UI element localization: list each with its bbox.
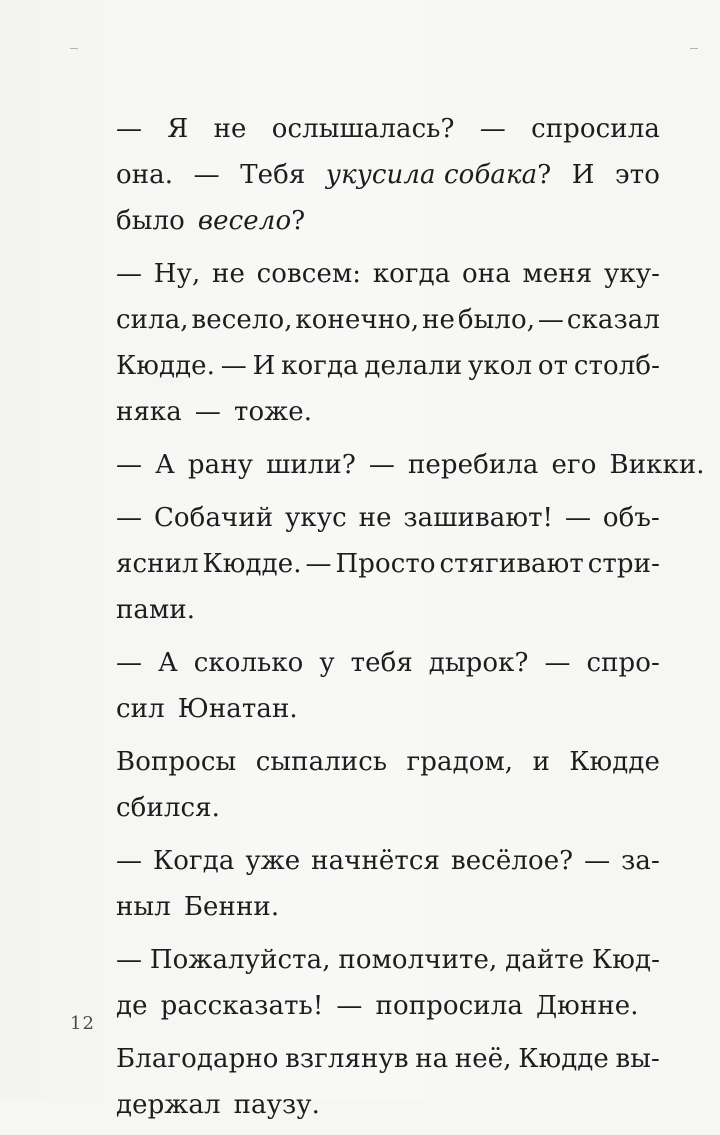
word: сил: [116, 694, 165, 724]
word: спросила: [531, 114, 660, 144]
text-line: [116, 739, 660, 785]
word: Я: [167, 114, 189, 144]
text-line: [116, 937, 660, 983]
word: пами.: [116, 595, 196, 625]
word: —: [584, 846, 611, 876]
word: столб-: [573, 351, 660, 381]
word: —: [116, 503, 143, 533]
text-line: [116, 343, 660, 389]
paragraph: [116, 640, 660, 732]
word: дырок?: [428, 648, 529, 678]
text-line: [116, 495, 660, 541]
text-line: [116, 1082, 660, 1128]
word: Когда: [153, 846, 235, 876]
word: на: [415, 1044, 449, 1074]
text-line: [116, 106, 660, 152]
word: паузу.: [233, 1090, 321, 1120]
word: сыпались: [255, 747, 388, 777]
word: Ну,: [153, 259, 201, 289]
text-line: [116, 1036, 660, 1082]
word: у: [319, 648, 335, 678]
word: когда: [372, 259, 451, 289]
word: Кюд-: [592, 945, 660, 975]
word: было,: [457, 305, 536, 335]
word: Кюдде.: [202, 549, 302, 579]
word: —: [544, 648, 571, 678]
word: рассказать!: [160, 991, 324, 1021]
word: не: [422, 305, 456, 335]
punctuation: ?: [291, 206, 306, 236]
word: —: [116, 945, 143, 975]
word: она.: [116, 160, 174, 190]
word: перебила: [407, 450, 539, 480]
paragraph: [116, 495, 660, 633]
text-line: [116, 297, 660, 343]
paragraph: [116, 251, 660, 435]
word: —: [336, 991, 363, 1021]
page-number: 12: [70, 1013, 95, 1034]
word: Дюнне.: [535, 991, 639, 1021]
word: Тебя: [240, 160, 306, 190]
word: спро-: [586, 648, 660, 678]
word: Юнатан.: [177, 694, 298, 724]
text-line: [116, 640, 660, 686]
word: Собачий: [153, 503, 274, 533]
word: весело,: [191, 305, 293, 335]
italic-phrase: укусила собака: [325, 160, 538, 190]
word: шили?: [266, 450, 356, 480]
word: неё,: [454, 1044, 512, 1074]
word: рану: [187, 450, 254, 480]
word: она: [462, 259, 511, 289]
word: и: [532, 747, 550, 777]
word: взглянув: [285, 1044, 409, 1074]
word: не: [358, 503, 392, 533]
word: [326, 152, 551, 198]
word: тебя: [350, 648, 413, 678]
word: меня: [522, 259, 593, 289]
paragraph: [116, 1036, 660, 1128]
word: уже: [245, 846, 301, 876]
word: Кюдде: [569, 747, 660, 777]
word: было: [116, 206, 185, 236]
word: от: [537, 351, 569, 381]
word: совсем:: [256, 259, 362, 289]
word: —: [220, 351, 247, 381]
word: сила,: [116, 305, 189, 335]
word: зашивают!: [403, 503, 554, 533]
word: яснил: [116, 549, 199, 579]
word: И: [571, 160, 595, 190]
word: ныл: [116, 892, 171, 922]
word: тоже.: [234, 397, 313, 427]
word: Кюдде.: [116, 351, 216, 381]
word: —: [116, 450, 143, 480]
word: не: [212, 259, 245, 289]
word: —: [193, 160, 220, 190]
word: сбился.: [116, 793, 220, 823]
text-line: [116, 251, 660, 297]
text-line: [116, 389, 660, 435]
word: —: [537, 305, 565, 335]
word: стри-: [587, 549, 660, 579]
word: Просто: [335, 549, 436, 579]
word: —: [368, 450, 395, 480]
crop-mark-top-left: [70, 48, 78, 49]
word: когда: [281, 351, 359, 381]
punctuation: ?: [537, 160, 552, 190]
word: ослышалась?: [271, 114, 455, 144]
word: —: [116, 846, 143, 876]
word: —: [305, 549, 332, 579]
italic-phrase: весело: [197, 206, 292, 236]
word: сказал: [566, 305, 660, 335]
word: объ-: [602, 503, 660, 533]
crop-mark-top-right: [690, 48, 698, 49]
word: за-: [621, 846, 660, 876]
word: начнётся: [311, 846, 441, 876]
text-line: [116, 983, 660, 1029]
paragraph: [116, 106, 660, 244]
word: конечно,: [295, 305, 420, 335]
word: его: [551, 450, 597, 480]
word: помолчите,: [338, 945, 498, 975]
word: —: [116, 259, 143, 289]
word: делали: [364, 351, 463, 381]
word: укус: [285, 503, 347, 533]
word: это: [615, 160, 660, 190]
word: няка: [116, 397, 182, 427]
word: И: [252, 351, 276, 381]
text-line: [116, 587, 660, 633]
word: укол: [468, 351, 533, 381]
word: —: [194, 397, 221, 427]
text-line: [116, 686, 660, 732]
word: [198, 198, 305, 244]
word: Бенни.: [183, 892, 280, 922]
text-line: [116, 152, 660, 198]
text-line: [116, 442, 705, 488]
word: вы-: [615, 1044, 660, 1074]
word: —: [116, 648, 143, 678]
word: сколько: [193, 648, 304, 678]
word: Кюдде: [518, 1044, 609, 1074]
word: уку-: [603, 259, 660, 289]
word: Благодарно: [116, 1044, 279, 1074]
word: Викки.: [609, 450, 705, 480]
text-line: [116, 838, 660, 884]
word: —: [116, 114, 143, 144]
word: не: [213, 114, 247, 144]
word: попросила: [375, 991, 523, 1021]
text-line: [116, 541, 660, 587]
page-body-text: [116, 106, 705, 1135]
paragraph: [116, 937, 660, 1029]
word: де: [116, 991, 148, 1021]
word: держал: [116, 1090, 221, 1120]
word: весёлое?: [450, 846, 574, 876]
paragraph: [116, 739, 660, 831]
word: Вопросы: [116, 747, 237, 777]
text-line: [116, 884, 660, 930]
text-line: [116, 198, 660, 244]
word: Пожалуйста,: [149, 945, 331, 975]
word: дайте: [505, 945, 585, 975]
paragraph: [116, 838, 660, 930]
paragraph: [116, 442, 705, 488]
word: А: [155, 450, 175, 480]
word: стягивают: [439, 549, 584, 579]
word: градом,: [406, 747, 514, 777]
word: А: [158, 648, 178, 678]
word: —: [479, 114, 506, 144]
text-line: [116, 785, 660, 831]
word: —: [564, 503, 592, 533]
